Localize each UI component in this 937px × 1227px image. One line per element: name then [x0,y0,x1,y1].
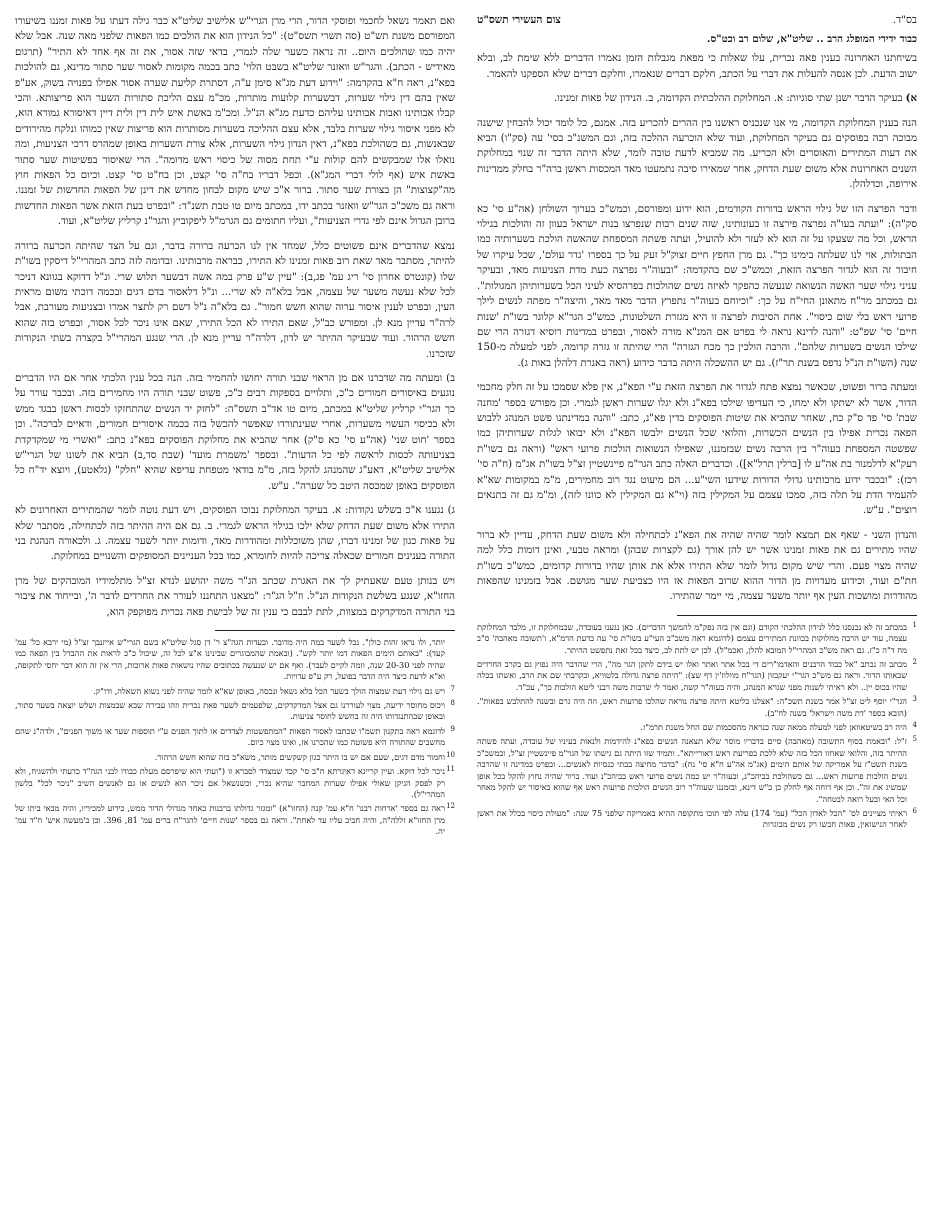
body-paragraph: הנה בענין המחלוקת הקדומה, מי אנו שנכניס ראשנו בין ההרים להכריע בזה. אמנם, כל לומד יכול להבחין שישנה מבוכה רבה בפוסקים גם בעיקר המחלוקת, ועוד שלא הוכרעה ההלכה בזה, וגם המשנ"ב בסי' עה (סק"ו) הביא את דעות המתירים והאוסרים ולא הכריע. מה שמביא לדעת טובה לומר, שלא היתה הדבר זה שנוי במחלוקת השנים האחרונות אלא משום שעת הדחק, אחר שמאירו סיבה נתמעטו מאד המכסות ראשן ברה"ר בחלק ממדינות אירופה, וכדלהלן. [477,117,917,191]
footnote [15,803,455,837]
footnote [477,808,917,831]
footnote-text: ראיתי מציינים לס' "הכל לאדון הכל" (עמ' 174) עלה לפי תוכו מתקופה ההיא באמריקה שלפני 75 שנה: "מעולת כיסוי בכלל את ראשן לאחר הנישואין, פאות חבשו רק נשים מבוגרות [477,807,907,830]
section-a-label: א) [905,92,917,105]
body-paragraph: ויש בנותן טעם שאעתיק לך את האגרת שכתב הג"ר משה יהושע לנדא זצ"ל מתלמידיו המובהקים של מרן החזו"א, שנגע בשלשת הנקודות הנ"ל. וז"ל הג"ר: "מצאנו התחננו לעורר את החרדים לדבר ה', ובייחוד את ציבור בני התורה המדקדקים במצוות, לתת לבבם כי ענין זה של לבישת פאה נכרית מפוקפק הוא, [15,575,455,618]
footnote-text: מכתב זה נכתב "אל כבוד הרבנים והאדמו"רים די בכל אתר ואתר ואלו יש בידם לתקן הגר מה", הרי שהדבר היה נפוץ גם בקרב החרדים שבאותו הדור. וראה גם מש"כ הגר"י יעקבזון (הגר"ח מוולוז'ין דף שצ): "היתה פרצה גדולה בלטוויא, ובקרבתי שם את הרב, ואשתו בכלה שהיו בכוס יין.. ולא ראיתי לשנות מפני שגרא המנהג, והיה בעוה"ר קשה, ואמר לי שרבות משה רבני ליטא הולכות כך", עכ"ד. [477,659,907,692]
footnote [477,736,917,804]
footnote [477,696,917,719]
footnotes-right [477,622,917,831]
footnote-text: וחמור מדם דגים, שעם אם יש בו היתר כגון קשקשים מותר, משא"כ בזה שהוא חשש הרהור. [154,751,445,762]
footnote [15,752,455,763]
footnote-text: ראה גם בספר 'ארחות רבנו' ח"א עמ' קנה (החזו"א) "ומגזר גדולתו ברבנות כאחד מגדולי הדור ממש, כידוע למכיריו, והיה מבאי ביתו של מרן החזו"א זללה"ה, והיה חביב עליו עד לאחת". וראה גם בספר 'שנות חיים' להגר"ח ברים עמ' 81, 396. וכן ב'מעשה איש' ח"ד עמ' יה. [15,803,445,837]
footnote-number: 11 [446,765,455,774]
letter-header [477,14,917,26]
footnote-number: 2 [912,658,917,667]
header-date: צום העשירי תשס"ט [477,14,561,26]
footnotes-left [15,637,455,838]
footnote-divider [677,615,917,616]
left-column [15,14,455,1219]
body-paragraph: ומעתה ברור ופשוט, שכאשר נמצא פתח לגדור את הפרצה הזאת ע"י הפא"נ, אין פלא שסמכו על זה חלק מחכמי הדור, אשר לא ישתקו ולא ימחו, כי העדיפו שילכו בפא"נ ולא יגלו שערות ראשן לגמרי. וכן מפורש בספר 'מחנה שבת' סי' פד ס"ק כח, שאחר שהביא את שיטות הפוסקים בדין פא"נ, כתב: "והנה במדינתנו פשט המנהג ללבוש הפאה נכרית אפילו בין הנשים הכשרות, והלואי שכל הנשים ילבשו הפא"נ ולא יבואו לגלות שערותיהן כמו שפשטה המספחת בעוה"ר בין הרבה נשים שבזמננו, שאפילו הנשואות הולכות פרועי ראש" (וראה גם בשו"ת רעק"א לדלמנור בת אה"ע לו [ברלין תרל"א]). וכדברים האלה כתב הגר"מ פיינשטיין זצ"ל בשו"ת אג"מ (ח"ה סי' רכז): "ובכבר ידוע מרבותינו גדולי הדורות שידעו השי"ע... הם מיעוט נגד רוב מחמירים, מ"מ במקומות שא"א להעמיד הדת על תלה בזה, סמכו עצמם על המקילין בזה (וי"א גם המקילין לא כוונו לזה), ומ"מ גם זה בתנאים רוצים". ע"ש. [477,382,917,517]
footnote-text: לדוגמא ראה בתקנון תשמ"ו שכתבו לאסור הפאות "המתפשטות לצדדים או לתוך הפנים ע"י תוספות שער או משוך הפנים", ולדה"נ שהם מחשבים שהתורה היא פשוטה כמו שהכרנו אז, ואינו מצוי כיום. [15,725,445,748]
section-c: ג) נגענו א"כ בשלש נקודות: א. בעיקר המחלוקת נבוכו הפוסקים, ויש דעת נוטה לומר שהמתירים האחרונים לא התירו אלא משום שעת הדחק שלא ילכו בגילוי הראש לגמרי. ב. גם אם היה ההיתר בזה לכתחילה, מסתבר שלא על פאות כגון של זמנינו דברו, שהן משוכללות ומהודרות מאד, ודומות יותר לשער עצמה. ג. ולכאורה הנהגת בני התורה בענינים חמורים שכאלה צריכה להיות לחומרא, כמו בכל העניינים המסופקים והשנויים במחלוקת. [15,505,455,563]
footnote [477,722,917,733]
footnote-number: 4 [912,721,917,730]
footnote-divider [215,630,455,631]
footnote-number: 3 [912,695,917,704]
footnote [15,766,455,800]
footnote [15,686,455,697]
footnote-number: 5 [912,735,917,744]
section-b: ב) ומעתה מה שדברנו אם מן הראוי שבני תורה יחושו להחמיר בזה. הנה בכל ענין הלכתי אחר אם היו הדברים נוגעים באיסורים חמורים כ"כ, ותלויים בספקות רבים כ"כ, פשוט שבני תורה היו מחמירים בזה. ובכבר עורר על כך הגר"י קרליץ שליט"א במכתב, מיום טו אד"ב תשס"ה: "לחזק יד הנשים שהתחזקו לכסות ראשן בבגד ממש ולא בכיסוי העשוי משערות, אחרי שעינתורדו שאפשר להכשל בזה בכמה איסורים חמורים, ודאיים לברכה". וכן בספר 'חוט שני' (אה"ע סי' כא ס"ק) אחר שהביא את מחלוקת הפוסקים בפא"נ כתב: "ואשרי מי שמקדקדת בצניעותה לכסות לראשה לפי כל הדעות". ובספר 'משמרת מועד' (שבת סד,ב) הביא את לשונו של הגרי"ש אלישיב שליט"א, דאע"ג שהמנהג להקל בזה, מ"מ בודאי מטפחת עדיפא שהיא "חלק" (גלאטע), ויוצא יד"ח כל הפוסקים באופן שמכסה היטב כל שערה". ע"ש. [15,372,455,492]
footnote [15,700,455,723]
footnote-number: 10 [446,750,455,759]
footnote-text: ניכר לכל דוקא. ועיין קריינא דאיגרתא ח"ב סי' קכד שמצדד לסברא זו ("ועתי הוא שיפרסם מעלת כבודו לבני הגה"ד כדעתי ולהשגיח, ולא רק לפסק הגיקן שאולי אפילו שערות המחבר שהיא נכרי, וכשנשאל אם ניכר הוא לנשים או גם לאנשים השיב "ניכר לכל" בלשון המהרי"ל). [15,766,445,799]
footnote-text: הגר"י יוסף ליט זצ"ל אמר בשנת תשכ"ה: "אצלנו בליטא היתה פרצה נוראה שהלכו פרועות ראש, וזה היה גרם ובשנה להתלבש בפאות". (הובא בספר 'דת משה וישראל' בשנה לח"ב). [477,696,907,718]
footnote-number: 12 [446,802,455,811]
body-paragraph: ואם תאמר נשאל לחכמי ופוסקי הדור, הרי מרן הגרי"ש אלישיב שליט"א כבר גילה דעתו על פאות זמננו בשיעורו המפורסם משנת תש"ט (סה תשרי תשס"ט): "כל הנידון הוא את הולכים כמו הפאות שלפני מאה שנה. אבל שלא יהיה כמו שהולכים היום.. זה נראה כשער שלה לגמרי, בדאי שזה אסור, את זה אף אחד לא התיר" (תרגום מאידיש - הכתב). והגר"ש וואזנר שליט"א בשבט הלוי' כתב בכמה מקומות לאסור שער סתור מדינא, גם להולכות בפא"נ, ראה ח"א בהקדמה: "וידוע דעת מג"א סימן ע"ה, דסתרת קליעת שערה אסור אפילו בפנויה בשוק, אע"פ שאין בהם דין גילוי שערות, דבשערות קלועות מותרות, מכ"מ עצם הליכת סתורות השער הוא פריצותא. והכי קבלו אבותינו ואבות אבותינו עליהם כדעת מג"א הנ"ל. ומכ"מ באשת איש לית דין ולית דיין דאיסורא גמורא הוא, לא מפני איסור גילוי שערות בלבד, אלא עצם ההליכה בשערות מסותרות הוא פריצות שאין כמוהו ונלקח מהירודים שבאנשות, גם כשהולכת בפא"נ, דאין הנדון גילוי השערות, אלא צורת השערות באופן שמהרס דרכי הצניעות, ומה נואלו אלו שמבקשים להם קולות ע"י תחת מסוה של כיסוי ראש מדומה". הרי שאיסור בפשיטות שער סתור באשת איש (אף לולי דברי המג"א). וכפל דבריו בח"ה סי' קצט, וכן בח"ט סי' קצט. וכיום כל הפאות חוץ מה"קצוצות" הן בצורת שער סתור. ברור א"כ שיש מקום לבחון מחדש את דינן של הפאות החדשות של זמננו. וראה גם משכ"כ הגר"ש וואזנר בכתב ידו, במכתב מיום טו טבת תשנ"ד: "ובפרט בעת הזאת אשר הפאות החדשות ברובן הגדול אינם לפי גדרי הצניעות", ועליו חתומים גם הגרמ"ל ליפקוביץ והגר"נ קרליץ שליט"א, ועוד. [15,16,455,228]
footnote-text: ז"ל: "ובאמת בסוף התשובה (מאהבה) סיים בדבריו מוסר שלא תצאנה הנשים בפא"נ להידמות ולנאות בעיניו של עובדה, ועתה פשתה ההיתר בזה, והלואי שאחזו הכל בזה שלא ללכת בפריעת ראש דאורייתא". ותמיד שזו היתה גם גישתו של הגר"מ פיינשטיין זצ"ל, וכמשכ"כ בשנת תשט"ז על אמריקה של אותם הימים (אג"מ אה"ע ח"א סי' נח): "בדבר מחיצה בבתי כנסיות לאנשים... ובפרט במדינה זו שהרבה נשים הולכות פרועות ראש... גם כשהולכת בביהכ"נ, ובעוה"ר יש כמה נשים פרועי ראש בביהכ"נ ועוד. ברור שהיה נחוץ להקל בכל אופן שמשיג את זה". וכן אף דוחה אף לחלק כן כ"ש דינא, ובזמננו שעוה"ר רוב הנשים הולכות פרועות ראש אף שהוא באיסור יש להקל מאחר וכל האי ובעל רואה לבטחה". [477,736,907,804]
footnote-number: 6 [912,806,917,815]
footnote-text: במכתב זה לא נכנסנו כלל לנידון ההלכתי הקודם (וגם אין בזה נפק"מ להמשך הדברים). כאן נגענו בעובדה, שבמחלוקת זו, מלבד המחלוקת עצמה, עוד יש הרבה מחלוקות בכוונת המתירים עצמם (לדוגמא ראה משכ"ב העי"ע בשו"ת סי' עה בדעת הרמ"א, ו'תשובה מאהבה' ס"ב מח ד"ה כ"ז. גם ראה מש"כ המהרי"ל המובא להלן, ואכמ"ל). לכן יש לתת לב, כיצד בכל זאת נתפשט ההיתר. [477,621,907,655]
footnote-text: היה רב בשיטאוואן לפני למעלה ממאה שנה כנראה מהסכמות שם החל משנת תרמ"ז. [640,722,907,733]
footnote-number: 1 [912,620,917,629]
footnote-text: ויש גם גילוי דעת שמצוה הולך בשער הכל בלא נשאל ונכסה, באופן שא"א לומר שהיה לפני נשוא השאלה, ודו"ק. [93,685,445,696]
footnote [477,659,917,693]
footnote [477,622,917,656]
footnote [15,637,455,683]
section-a [477,91,917,106]
greeting: כבוד ידידי המופלג הרב .. שליט"א, שלום רב וכט"ס. [706,33,917,45]
header-bsd: בס"ד. [892,14,917,26]
section-a-text: בעיקר הדבר ישנן שתי סוגיות: א. המחלוקת ההלכתית הקדומה, ב. הנידון של פאות זמנינו. [554,93,903,105]
intro-paragraph: בשיחתנו האחרונה בענין פאה נכרית, עלו שאלות כי מפאת מגבלות הזמן נאמרו הדברים ללא שימת לב, ובלא ישוב הדעת. לכן אנסה להעלות את דברי על הכתב, חלקם דברים שנאמרו, וחלקם דברים שלא הספקנו להאמר. [477,53,917,80]
body-paragraph: ודבר הפרצה הזו של גילוי הראש בדורות הקודמים, הוא ידוע ומפורסם, וכמש"כ בערוך השולחן (אה"ע סי' כא סק"ה): "ועתה בעו"ה נפרצה פירצה זו בעונותינו, שזה שנים רבות שנפרצו בנות ישראל בעוון זה והולכות בגילוי הראש, וכל מה שצעקו על זה הוא לא לעזר ולא להועיל, ועתה פשתה המספחת שהאשה הולכת בשערותיה כמו הבתולות, אוי לנו שעלתה בימינו כך". גם מרן החפץ חיים זצוק"ל זעק על כך בספרו 'גדר עולם', שכל עיקרו של חיבור זה הוא לגדור הפרצה הזאת, וכמש"כ שם בהקדמה: "ובעוה"ר נפרצה כעת מדת הצניעות מאד, ובעיקר עניני גילוי שער האשה הנשואה שנעשה כהפקר לאיזה נשים שהולכות בפרהסיא לעיני הכל בשערותיהן המגולות". גם במכתב מר"ח מתאונן החי"ח על כך: "וכיוחם בעוה"ר נתפרץ הדבר מאד מאד, והיצה"ר מפתה לנשים לילך פרועי ראש בלי שום כיסוי". אחת הסיבות לפרצה זו היא מגזרת השלטונות, כמש"כ הגר"א קלוגר בשו"ת 'שנות חיים' סי' שפ"ט: "והנה לדינא נראה לי בפרט אם המנ"א מורה לאסור, ובפרט במדינות רוסיא דגזרה הרי שם שילכו הנשים בשערות שלהם". והרבה הולכין כך מכח הגזרה" הרי שהיתה זו גזרה קדומה, לפני למעלה מ-150 שנה (השו"ת הנ"ל נדפס בשנת תר"ז). גם יש ההשכלה היתה בדבר כידוע (ראה באגרת דלהלן באות ג). [477,203,917,369]
footnote-text: ויכוס מחוסר ידיעה, מצוי לעוררנו גם אצל המדקדקים, שלפעמים לשער פאת נכרית וזהו עבירה שבא שבמצות ושלש יוצאה בשער סתור, ובאופן שבהתנגדותו היה זה בחשש לחוסר צניעות. [15,700,445,722]
footnote-number: 7 [450,684,455,693]
body-paragraph: נמצא שהדברים אינם פשוטים כלל, שמחד אין לנו הכרעה ברורה בדבר, וגם על הצד שהיתה הכרעה ברורה להיתר, מסתבר מאד שאת רוב פאות זמנינו לא התירו, כבראה מרבותינו. ובדומה לזה כתב המהרי"ל דיסקין בשו"ת שלו (קונטרס אחרון סי' ריג עמ' פג,ב): "עיין ש"ע פרק במה אשה דבשער תלוש שרי. ונ"ל דדוקא בגוונא דניכר לכל שלא נעשה משער של עצמה, אבל בלא"ה לא שרי... ונ"ל דלאסור בדם דגים ובכמה דוכתי משום מראית העין, ובפרט לענין איסור ערוה שהוא חשש חמור". גם בלא"ה נ"ל דשם רק לתצר אמרו ובצניעות מעורבת, אבל לרה"ר עדיין מנא לן. ומפורש כב"ל, שאם התירו לא הכל התירו, שאם אינו ניכר לכל אסור, ובפרט בזה שהוא חשש הרהור. ועוד שבעיקר ההיתר יש לדון, דלרה"ר עדיין מנא לן. הרי שנגע המהרי"ל בקצרה בשתי הנקודות שזכרנו. [15,240,455,360]
right-column [477,14,917,1219]
footnote-number: 8 [450,699,455,708]
footnote [15,726,455,749]
body-paragraph: והנדון השני - שאף אם תמצא לומר שהיה שהיה את הפא"נ לכתחילה ולא משום שעת הדחק, עדיין לא ברור שהיו מתירים גם את פאות זמנינו אשר יש להן אורך (גם לקצרות שבהן) ומראה טבעי, ואינן דומות כלל למה שהיה מצוי פעם. והרי שיש מקום גדול לומר שלא התירו אלא את אותן שהיו בדורות קדומים, כמש"כ בשו"ת חת"ם ועוד, וכידוע מעדויות מן הדור ההוא שרוב הפאות אז היו כצביעת שער מגושם. אבל בזמנינו שהפאות מהודרות ומושכות העין אף יותר משער עצמה, מי יימר שהתירו. [477,529,917,603]
footnote-number: 9 [450,724,455,733]
footnote-text: יותר, ולו נראו זהות כולן". נכל לשער במה היה מדובר. וכעדות הגה"צ ר' דן סגל שליט"א בשם הגרי"ש אייזנבך זצ"ל (מי ירבא כל' עמ' קעד): "באותם הימים הפאות דמו יותר לקש". (ובאמת שהמבוגרים שבינינו א"צ לכל זה, שיכול כ"כ לראות את ההבדל בין הפאה כמו שהיה לפני 20-30 שנה, וזמה לקיים לעבר). ואף אם יש שנעשה בכתובים שהיו נושאות פאות ארוכות, הרי אין זה הוא דבר יחסי לתקופה, וא"א לדעת כיצד היה הדבר בפועל, רק ע"פ עדויות. [15,637,446,682]
